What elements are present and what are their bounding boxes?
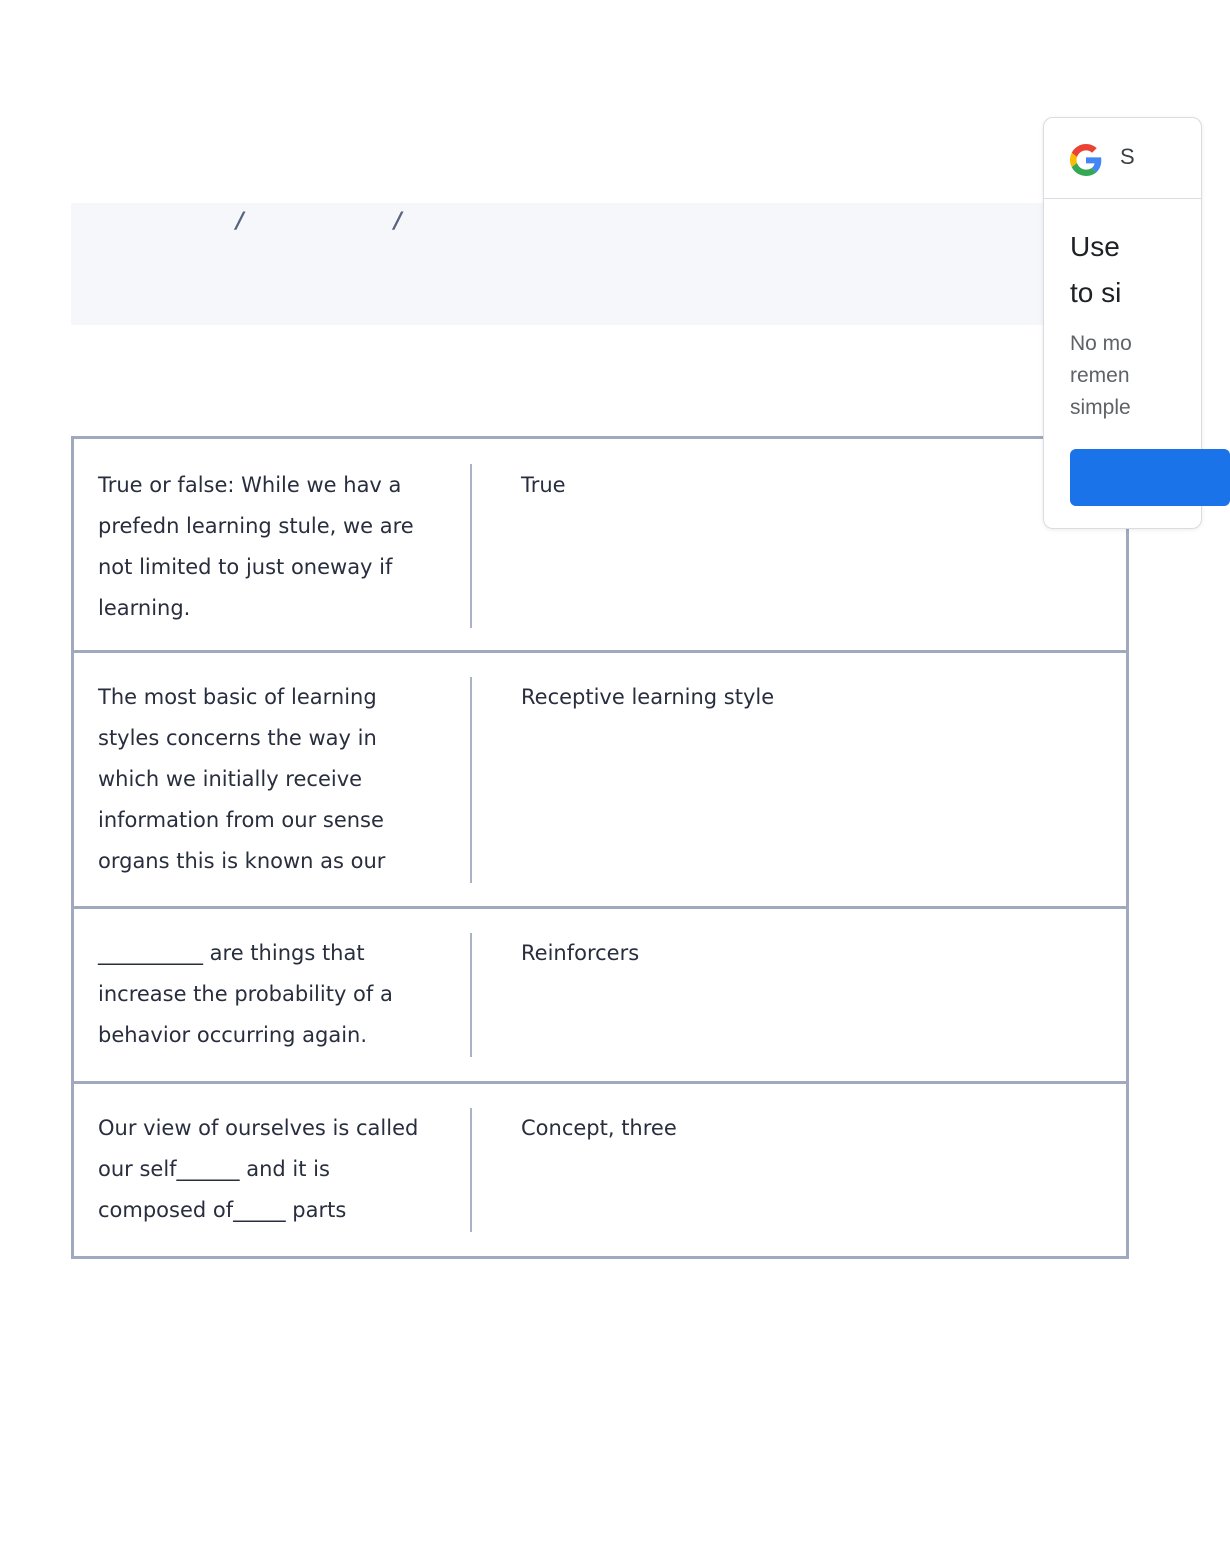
popup-body bbox=[1070, 328, 1132, 424]
card-term: True or false: While we hav a prefedn learning stule, we are not limited to just oneway if learning. bbox=[98, 473, 414, 620]
popup-header bbox=[1044, 118, 1201, 199]
flashcard-list bbox=[71, 436, 1129, 1259]
popup-body-line: simple bbox=[1070, 396, 1131, 419]
card-divider bbox=[470, 1108, 472, 1232]
flashcard[interactable] bbox=[71, 1081, 1129, 1259]
breadcrumb-separator: / bbox=[236, 209, 245, 234]
card-definition: True bbox=[521, 473, 566, 497]
flashcard[interactable] bbox=[71, 650, 1129, 909]
card-definition: Reinforcers bbox=[521, 941, 640, 965]
popup-body-line: remen bbox=[1070, 364, 1130, 387]
popup-visible-area bbox=[1044, 118, 1135, 528]
flashcard[interactable] bbox=[71, 906, 1129, 1084]
card-term: Our view of ourselves is called our self______ and it is composed of_____ parts bbox=[98, 1116, 419, 1222]
card-term: __________ are things that increase the probability of a behavior occurring again. bbox=[98, 941, 393, 1047]
popup-body-line: No mo bbox=[1070, 332, 1132, 355]
google-logo-icon bbox=[1070, 144, 1102, 176]
popup-title bbox=[1070, 224, 1121, 316]
card-definition: Receptive learning style bbox=[521, 685, 775, 709]
breadcrumb bbox=[71, 203, 1129, 325]
flashcard[interactable] bbox=[71, 436, 1129, 653]
popup-title-line: to si bbox=[1070, 277, 1122, 308]
card-divider bbox=[470, 933, 472, 1057]
popup-continue-button[interactable] bbox=[1070, 449, 1230, 506]
card-term: The most basic of learning styles concerns the way in which we initially receive information from our sense organs this is known as our bbox=[98, 685, 386, 873]
card-definition: Concept, three bbox=[521, 1116, 677, 1140]
popup-title-line: Use bbox=[1070, 231, 1120, 262]
card-divider bbox=[470, 464, 472, 628]
google-one-tap-popup[interactable] bbox=[1043, 117, 1202, 529]
popup-header-text: S bbox=[1120, 144, 1135, 169]
card-divider bbox=[470, 677, 472, 883]
breadcrumb-separator: / bbox=[394, 209, 403, 234]
